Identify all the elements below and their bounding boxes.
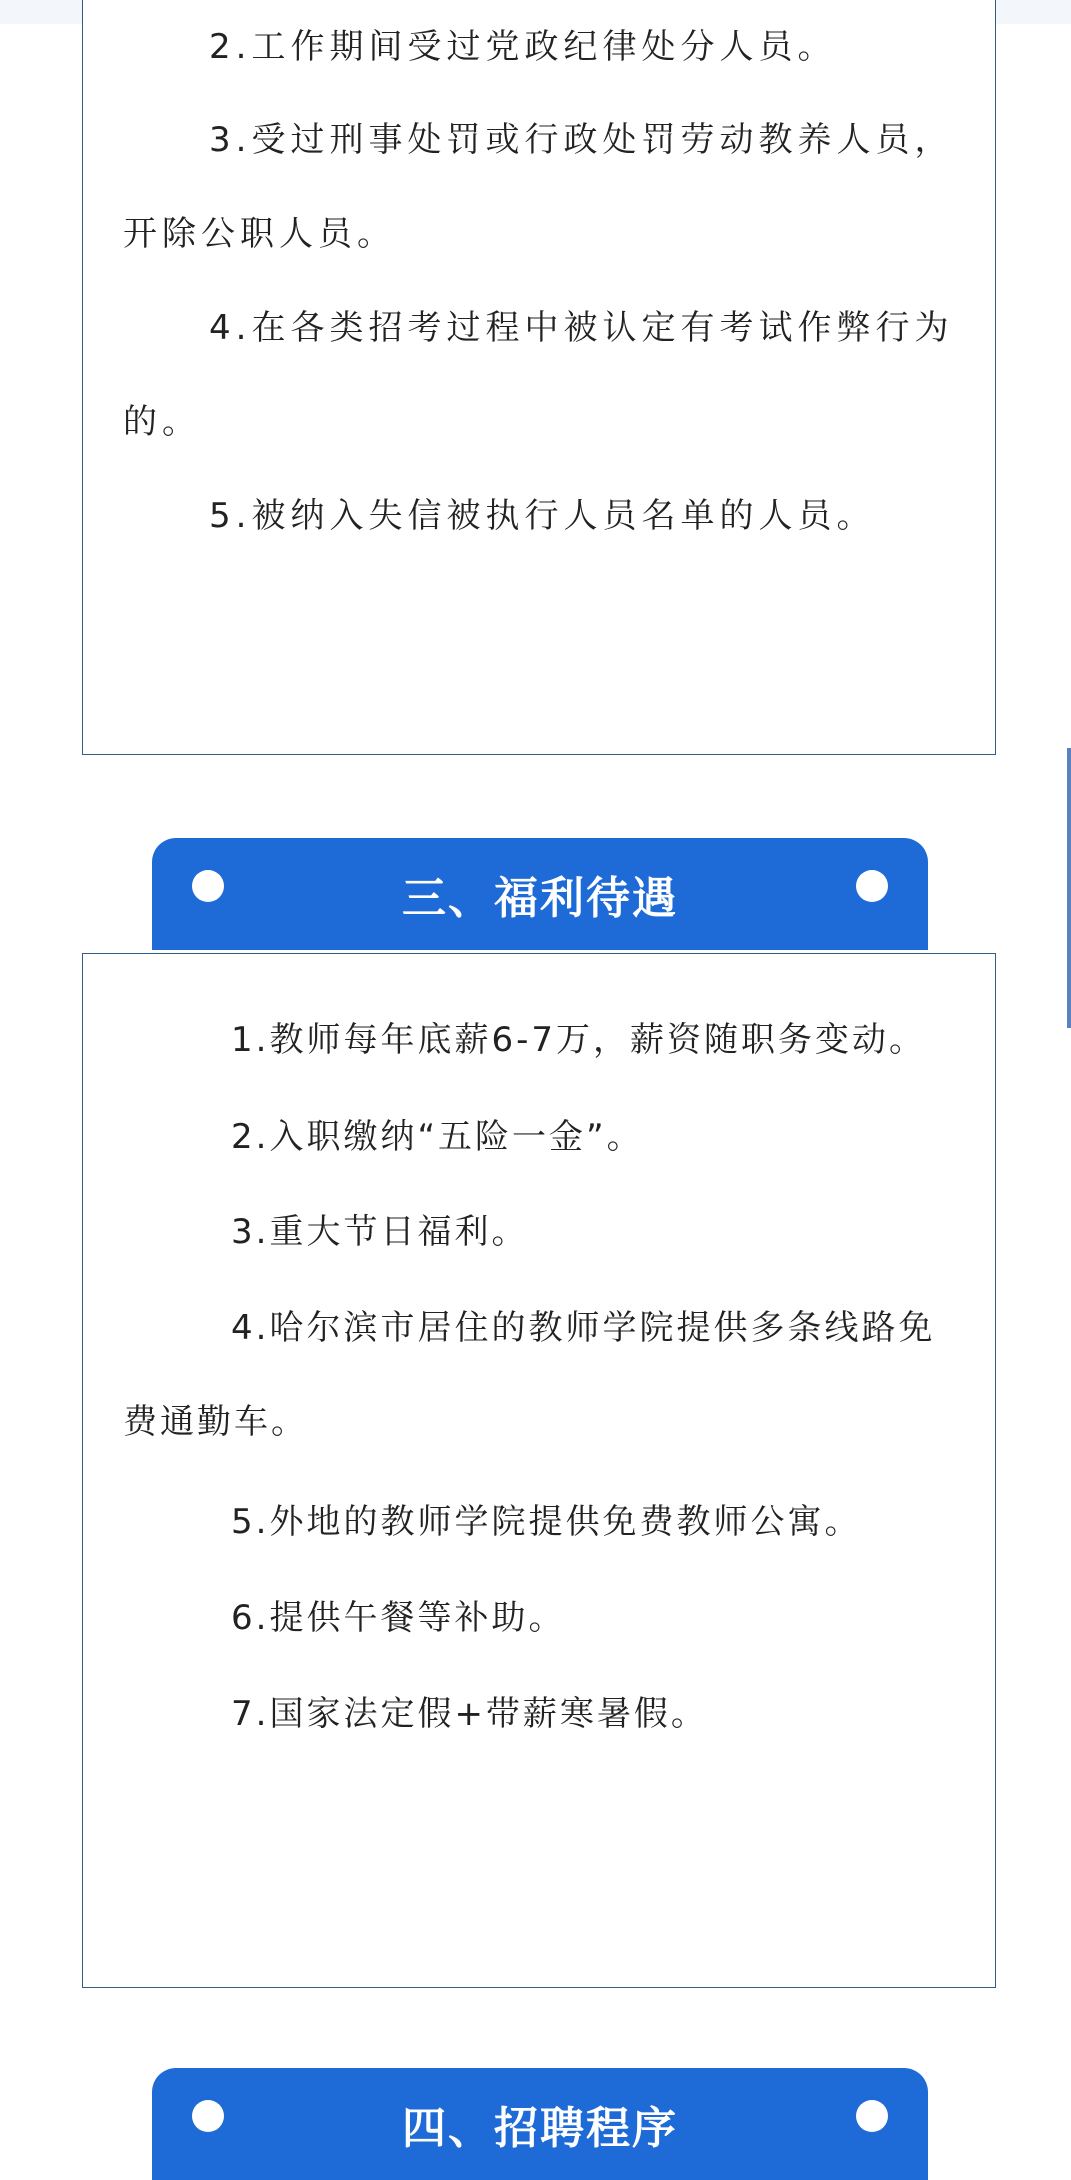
- dot-icon: [856, 870, 888, 902]
- section-header-recruitment-process: [152, 2068, 928, 2180]
- benefit-item: 3.重大节日福利。: [231, 1212, 529, 1252]
- requirement-item: 2.工作期间受过党政纪律处分人员。: [209, 27, 837, 67]
- scroll-indicator[interactable]: [1067, 748, 1071, 1028]
- benefit-item: 5.外地的教师学院提供免费教师公寓。: [231, 1502, 862, 1542]
- benefit-item: 6.提供午餐等补助。: [231, 1598, 566, 1638]
- benefit-item: 1.教师每年底薪6-7万，薪资随职务变动。: [231, 1020, 926, 1060]
- requirement-item: 5.被纳入失信被执行人员名单的人员。: [209, 496, 876, 536]
- section-title: 四、招聘程序: [402, 2103, 678, 2154]
- benefit-item: 7.国家法定假+带薪寒暑假。: [231, 1694, 708, 1734]
- benefits-box: [82, 953, 996, 1988]
- requirements-box: [82, 0, 996, 755]
- benefit-item: 4.哈尔滨市居住的教师学院提供多条线路免费通勤车。: [123, 1308, 936, 1442]
- requirement-item: 4.在各类招考过程中被认定有考试作弊行为的。: [123, 308, 954, 442]
- requirement-item: 3.受过刑事处罚或行政处罚劳动教养人员，开除公职人员。: [123, 120, 954, 254]
- section-header-benefits: [152, 838, 928, 950]
- benefit-item: 2.入职缴纳“五险一金”。: [231, 1117, 644, 1157]
- section-title: 三、福利待遇: [402, 873, 678, 924]
- dot-icon: [856, 2100, 888, 2132]
